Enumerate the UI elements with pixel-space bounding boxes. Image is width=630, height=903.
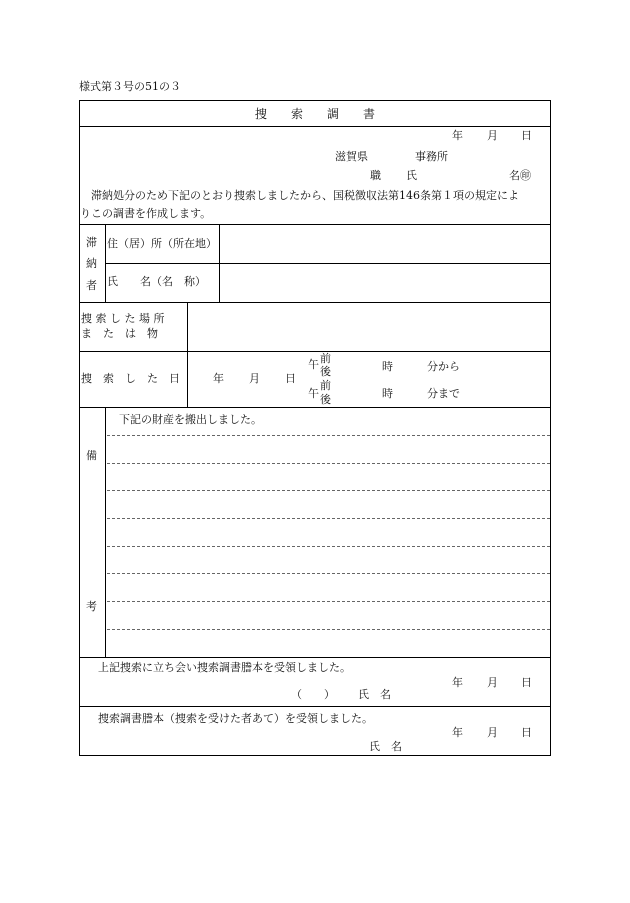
divider (219, 224, 220, 302)
header-date-day: 日 (521, 129, 532, 142)
prefecture: 滋賀県 (335, 150, 368, 163)
remark-line (107, 546, 550, 547)
witness-name-label: 氏 名 (358, 688, 391, 701)
hour-end: 時 (382, 387, 393, 400)
name-label: 氏 名（名 称） (107, 275, 206, 288)
witness-month: 月 (487, 676, 498, 689)
form-title: 捜 索 調 書 (255, 107, 376, 121)
minute-from: 分から (427, 360, 460, 373)
am-pm-prefix-end: 午 (308, 387, 319, 400)
witness-year: 年 (452, 676, 463, 689)
search-date-label: 捜 索 し た 日 (81, 372, 180, 385)
position-label: 職 (370, 169, 381, 182)
divider (80, 351, 550, 352)
divider (80, 706, 550, 707)
divider (80, 302, 550, 303)
receipt-day: 日 (521, 726, 532, 739)
statement-line-2: りこの調書を作成します。 (80, 207, 212, 220)
remark-line (107, 463, 550, 464)
delinquent-label-2: 納 (86, 257, 97, 270)
statement-line-1: 滞納処分のため下記のとおり捜索しましたから、国税徴収法第146条第１項の規定によ (80, 189, 519, 202)
divider (80, 407, 550, 408)
remark-line (107, 490, 550, 491)
hour-start: 時 (382, 360, 393, 373)
remarks-label-top: 備 (86, 449, 97, 462)
remark-line (107, 629, 550, 630)
divider (80, 224, 550, 225)
search-date-day: 日 (285, 372, 296, 385)
pm-label-start: 後 (320, 365, 331, 378)
receipt-year: 年 (452, 726, 463, 739)
divider (187, 302, 188, 407)
form-id: 様式第３号の51の３ (79, 80, 181, 93)
remark-line (107, 435, 550, 436)
search-date-year: 年 (213, 372, 224, 385)
header-date-month: 月 (487, 129, 498, 142)
minute-to: 分まで (427, 387, 460, 400)
receipt-text: 捜索調書謄本（捜索を受けた者あて）を受領しました。 (98, 712, 373, 725)
delinquent-label-3: 者 (86, 279, 97, 292)
remark-line (107, 518, 550, 519)
official-name-label: 氏 (406, 169, 417, 182)
divider (80, 126, 550, 127)
place-label-line-1: 捜 索 し た 場 所 (81, 312, 165, 325)
pm-label-end: 後 (320, 393, 331, 406)
witness-paren: （ ） (291, 688, 335, 701)
witness-text: 上記捜索に立ち会い捜索調書謄本を受領しました。 (98, 661, 351, 674)
receipt-name-label: 氏 名 (369, 740, 402, 753)
header-date-year: 年 (452, 129, 463, 142)
am-label-end: 前 (320, 379, 331, 392)
address-label: 住（居）所（所在地） (107, 237, 217, 250)
receipt-month: 月 (487, 726, 498, 739)
official-seal-label: 名㊞ (509, 169, 531, 182)
divider (80, 657, 550, 658)
place-label-line-2: ま た は 物 (81, 327, 158, 340)
remarks-first-line: 下記の財産を搬出しました。 (119, 413, 262, 426)
divider (105, 263, 550, 264)
remarks-label-bottom: 考 (86, 600, 97, 613)
remark-line (107, 601, 550, 602)
am-pm-prefix-start: 午 (308, 358, 319, 371)
office: 事務所 (415, 150, 448, 163)
remark-line (107, 573, 550, 574)
delinquent-label-1: 滞 (86, 236, 97, 249)
am-label-start: 前 (320, 352, 331, 365)
divider (105, 224, 106, 302)
divider (105, 407, 106, 657)
search-date-month: 月 (249, 372, 260, 385)
witness-day: 日 (521, 676, 532, 689)
